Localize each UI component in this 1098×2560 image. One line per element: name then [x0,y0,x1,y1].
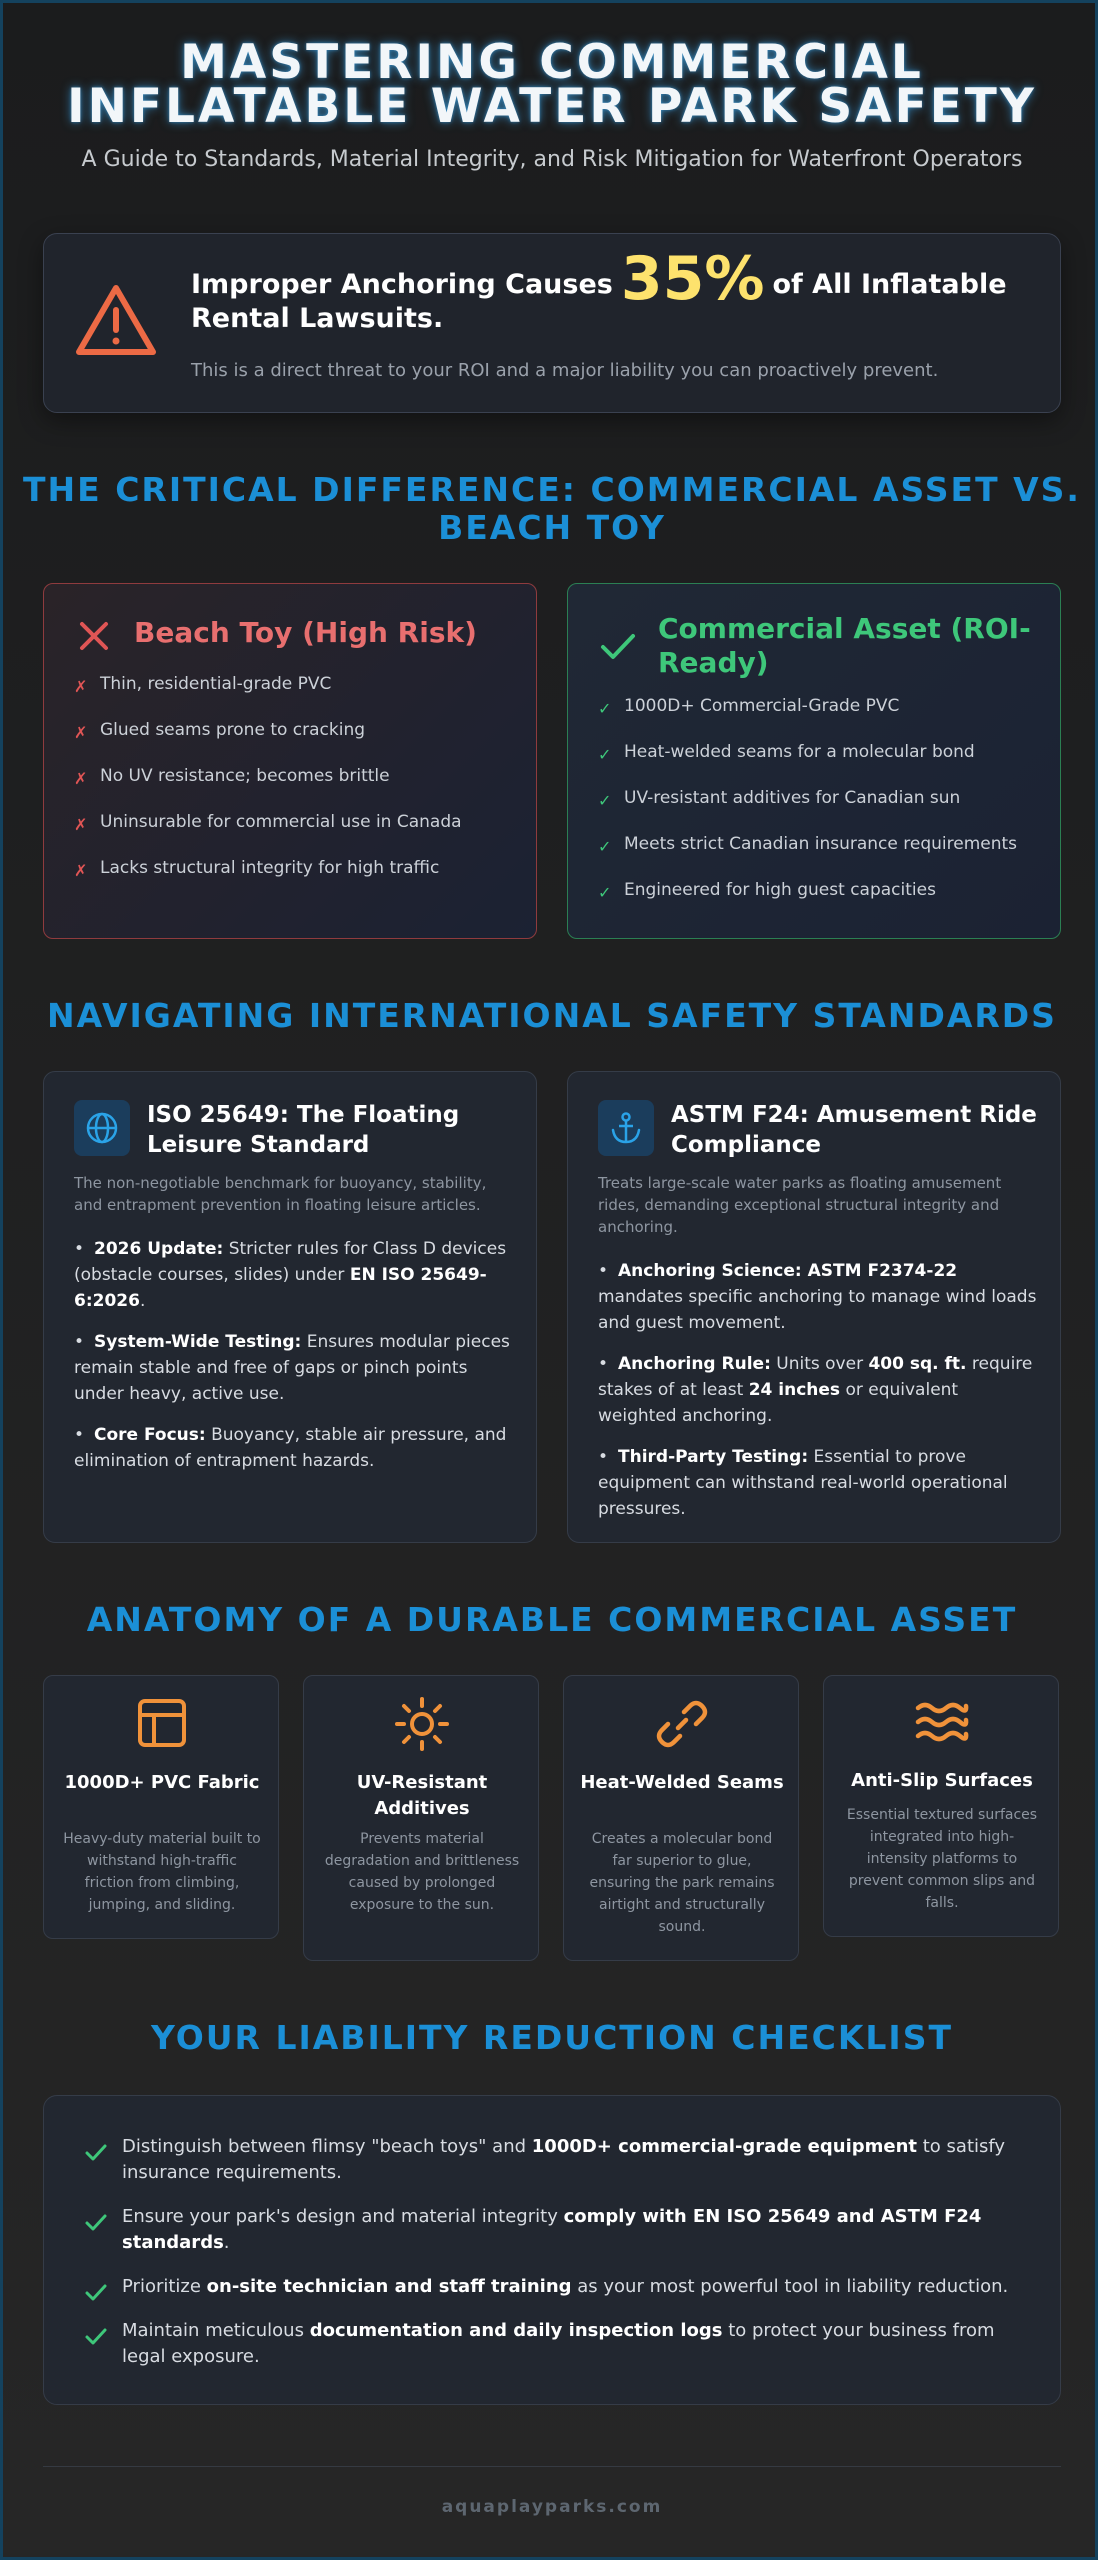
x-mark-icon: ✗ [74,723,88,742]
list-item: ✓ 1000D+ Commercial-Grade PVC [598,696,900,718]
beach-toy-title: Beach Toy (High Risk) [134,616,477,649]
list-item: • System-Wide Testing: Ensures modular pieces remain stable and free of gaps or pinch points under heavy, active use. [74,1332,510,1404]
waves-icon [914,1700,970,1744]
list-item: ✗ Thin, residential-grade PVC [74,674,332,696]
iso-title: ISO 25649: The Floating Leisure Standard [147,1102,460,1158]
astm-bullets [598,1258,1038,1537]
sun-icon [394,1696,450,1752]
anatomy-card-heat-welded [563,1675,799,1961]
list-item: ✓ Meets strict Canadian insurance requirements [598,834,1018,856]
check-icon [84,2324,108,2348]
anatomy-section-title: ANATOMY OF A DURABLE COMMERCIAL ASSET [86,1600,1018,1639]
check-mark-icon: ✓ [598,699,612,718]
list-item: ✗ Glued seams prone to cracking [74,720,366,742]
list-item: • Core Focus: Buoyancy, stable air pressure, and elimination of entrapment hazards. [74,1425,507,1471]
warning-triangle-icon [74,282,158,358]
checklist-section-title: YOUR LIABILITY REDUCTION CHECKLIST [150,2018,953,2057]
list-item: ✓ Engineered for high guest capacities [598,880,936,902]
anatomy-card-pvc-fabric [43,1675,279,1939]
checklist-item: Ensure your park's design and material integrity comply with EN ISO 25649 and ASTM F24 standards. [84,2204,1034,2256]
check-icon [84,2280,108,2304]
x-mark-icon: ✗ [74,861,88,880]
footer-site-link[interactable]: aquaplayparks.com [441,2497,663,2517]
list-item: • Anchoring Science: ASTM F2374-22 mandates specific anchoring to manage wind loads and guest movement. [598,1261,1037,1333]
page-subtitle: A Guide to Standards, Material Integrity, and Risk Mitigation for Waterfront Operators [81,147,1023,172]
check-icon [600,628,636,664]
checklist-item: Distinguish between flimsy "beach toys" and 1000D+ commercial-grade equipment to satisfy insurance requirements. [84,2134,1034,2186]
page-title: MASTERING COMMERCIAL INFLATABLE WATER PARK SAFETY [67,35,1037,134]
astm-title: ASTM F24: Amusement Ride Compliance [671,1102,1037,1158]
astm-f24-card [567,1071,1061,1543]
anatomy-card-desc: Prevents material degradation and brittleness caused by prolonged exposure to the sun. [324,1831,520,1913]
x-icon [76,618,112,654]
x-mark-icon: ✗ [74,677,88,696]
anatomy-card-title: 1000D+ PVC Fabric [64,1772,260,1793]
anchor-icon [608,1110,644,1146]
check-icon [84,2140,108,2164]
link-icon [654,1696,710,1752]
list-item: ✗ No UV resistance; becomes brittle [74,766,390,788]
x-mark-icon: ✗ [74,769,88,788]
commercial-asset-list [598,696,1017,926]
anatomy-card-desc: Essential textured surfaces integrated into high-intensity platforms to prevent common slips and falls. [846,1807,1038,1911]
checklist-item: Prioritize on-site technician and staff training as your most powerful tool in liability reduction. [84,2274,1034,2300]
iso-bullets [74,1236,514,1489]
commercial-asset-card [567,583,1061,939]
astm-description: Treats large-scale water parks as floating amusement rides, demanding exceptional structural integrity and anchoring. [598,1174,1002,1236]
alert-stat: 35% [620,244,765,314]
alert-subtext: This is a direct threat to your ROI and a major liability you can proactively prevent. [191,360,939,381]
check-icon [84,2210,108,2234]
anatomy-card-desc: Heavy-duty material built to withstand high-traffic friction from climbing, jumping, and sliding. [63,1831,261,1913]
liability-checklist [43,2095,1061,2405]
globe-icon [84,1110,120,1146]
check-mark-icon: ✓ [598,745,612,764]
checklist-item: Maintain meticulous documentation and daily inspection logs to protect your business from legal exposure. [84,2318,1034,2370]
anatomy-card-title: Anti-Slip Surfaces [851,1770,1033,1791]
check-mark-icon: ✓ [598,837,612,856]
anatomy-card-title: Heat-Welded Seams [580,1772,784,1793]
check-mark-icon: ✓ [598,791,612,810]
footer-divider [43,2466,1061,2467]
iso-description: The non-negotiable benchmark for buoyancy, stability, and entrapment prevention in floating leisure articles. [74,1174,487,1214]
fabric-panel-icon [137,1698,187,1748]
commercial-asset-title: Commercial Asset (ROI-Ready) [658,612,1031,679]
lawsuit-alert-card [43,233,1061,413]
anatomy-card-title: UV-Resistant Additives [356,1772,488,1819]
check-mark-icon: ✓ [598,883,612,902]
list-item: ✓ UV-resistant additives for Canadian sun [598,788,961,810]
list-item: ✓ Heat-welded seams for a molecular bond [598,742,975,764]
comparison-section-title: THE CRITICAL DIFFERENCE: COMMERCIAL ASSET VS. BEACH TOY [23,470,1081,547]
x-mark-icon: ✗ [74,815,88,834]
anatomy-card-anti-slip [823,1675,1059,1937]
beach-toy-list [74,674,462,904]
iso-25649-card [43,1071,537,1543]
list-item: ✗ Lacks structural integrity for high traffic [74,858,440,880]
list-item: • 2026 Update: Stricter rules for Class D devices (obstacle courses, slides) under EN ISO 25649-6:2026. [74,1239,507,1311]
anatomy-card-desc: Creates a molecular bond far superior to glue, ensuring the park remains airtight and structurally sound. [589,1831,775,1935]
beach-toy-card [43,583,537,939]
list-item: ✗ Uninsurable for commercial use in Canada [74,812,462,834]
list-item: • Anchoring Rule: Units over 400 sq. ft. require stakes of at least 24 inches or equivalent weighted anchoring. [598,1354,1033,1426]
standards-section-title: NAVIGATING INTERNATIONAL SAFETY STANDARDS [47,996,1057,1035]
alert-headline: Improper Anchoring Causes 35% of All Inflatable Rental Lawsuits. [191,244,1007,334]
list-item: • Third-Party Testing: Essential to prove equipment can withstand real-world operational pressures. [598,1447,1008,1519]
anatomy-card-uv-resistant [303,1675,539,1961]
